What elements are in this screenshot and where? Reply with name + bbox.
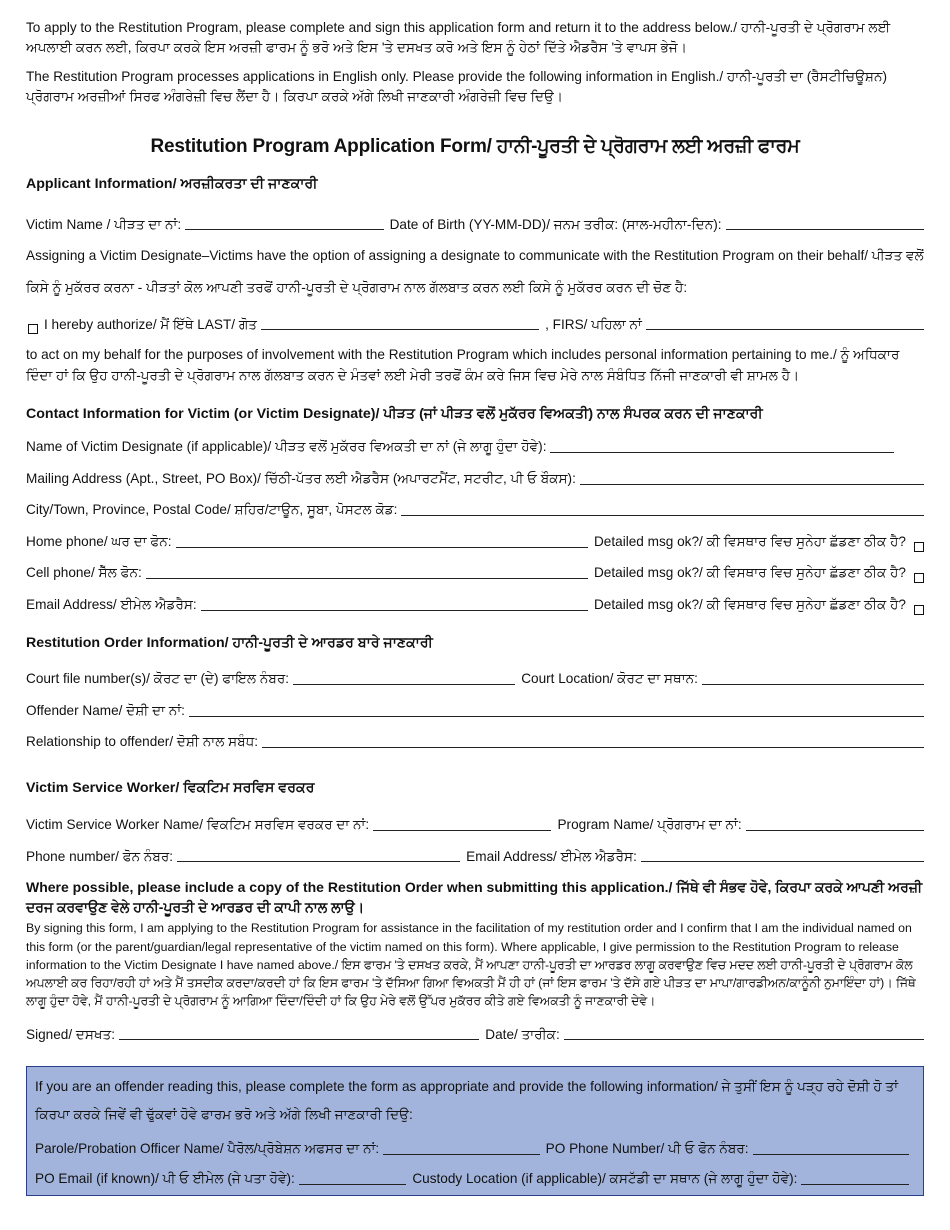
signature-field[interactable] <box>119 1038 479 1040</box>
home-phone-row <box>26 520 924 552</box>
offender-name-row <box>26 689 924 721</box>
home-phone-label: Home phone/ ਘਰ ਦਾ ਫੋਨ: <box>26 533 172 549</box>
program-name-field[interactable] <box>746 829 924 831</box>
applicant-section-heading: Applicant Information/ ਅਰਜ਼ੀਕਰਤਾ ਦੀ ਜਾਣਕਾਰੀ <box>26 176 318 193</box>
worker-section-heading: Victim Service Worker/ ਵਿਕਟਿਮ ਸਰਵਿਸ ਵਰਕਰ <box>26 780 315 797</box>
signature-row <box>26 1010 924 1044</box>
email-field[interactable] <box>201 609 588 611</box>
court-location-label: Court Location/ ਕੋਰਟ ਦਾ ਸਥਾਨ: <box>521 671 698 687</box>
email-msg-checkbox[interactable] <box>914 605 924 615</box>
victim-name-field[interactable] <box>185 228 383 230</box>
court-location-field[interactable] <box>702 683 924 685</box>
worker-phone-row <box>26 835 924 867</box>
program-name-label: Program Name/ ਪ੍ਰੋਗਰਾਮ ਦਾ ਨਾਂ: <box>557 817 742 833</box>
worker-name-field[interactable] <box>373 829 551 831</box>
authorize-row <box>26 308 924 334</box>
home-phone-msg-checkbox[interactable] <box>914 542 924 552</box>
court-file-label: Court file number(s)/ ਕੋਰਟ ਦਾ (ਦੇ) ਫਾਇਲ ਨੰਬਰ: <box>26 671 290 687</box>
consent-statement: By signing this form, I am applying to the Restitution Program for assistance in the facilitation of my restitution order and I confirm that I am the individual named on this form (or the parent/guardian/legal representative of the victim named on this form). Where applicable, I give permission to the Restitution Program to release information to the Victim Designate I have named above./ ਇਸ ਫਾਰਮ 'ਤੇ ਦਸਖਤ ਕਰਕੇ, ਮੈਂ ਆਪਣਾ ਹਾਨੀ-ਪੂਰਤੀ ਦਾ ਆਰਡਰ ਲਾਗੂ ਕਰਵਾਉਣ ਵਿਚ ਮਦਦ ਲਈ ਹਾਨੀ-ਪੂਰਤੀ ਦੇ ਪ੍ਰੋਗਰਾਮ ਕੋਲ ਅਪਲਾਈ ਕਰ ਰਿਹਾ/ਰਹੀ ਹਾਂ ਅਤੇ ਮੈਂ ਤਸਦੀਕ ਕਰਦਾ/ਕਰਦੀ ਹਾਂ ਕਿ ਇਸ ਫਾਰਮ 'ਤੇ ਦੱਸਿਆ ਗਿਆ ਵਿਅਕਤੀ ਮੈਂ ਹੀ ਹਾਂ (ਜਾਂ ਇਸ ਫਾਰਮ 'ਤੇ ਦੱਸੇ ਗਏ ਪੀੜਤ ਦਾ ਮਾਪਾ/ਗਾਰਡੀਅਨ/ਕਾਨੂੰਨੀ ਨੁਮਾਇੰਦਾ ਹਾਂ)। ਜਿੱਥੇ ਲਾਗੂ ਹੁੰਦਾ ਹੋਵੇ, ਮੈਂ ਹਾਨੀ-ਪੂਰਤੀ ਦੇ ਪ੍ਰੋਗਰਾਮ ਨੂੰ ਆਗਿਆ ਦਿੰਦਾ/ਦਿੰਦੀ ਹਾਂ ਕਿ ਉਹ ਮੇਰੇ ਵਲੋਂ ਉੱਪਰ ਮੁਕੱਰਰ ਕੀਤੇ ਗਏ ਵਿਅਕਤੀ ਨੂੰ ਜਾਣਕਾਰੀ ਦੇਵੇ। <box>26 921 916 1009</box>
relationship-field[interactable] <box>262 746 924 748</box>
signed-label: Signed/ ਦਸਖਤ: <box>26 1026 116 1042</box>
designate-name-label: Name of Victim Designate (if applicable)/ ਪੀੜਤ ਵਲੋਂ ਮੁਕੱਰਰ ਵਿਅਕਤੀ ਦਾ ਨਾਂ (ਜੇ ਲਾਗੂ ਹੁੰਦਾ ਹੋਵੇ): <box>26 439 547 455</box>
offender-intro: If you are an offender reading this, please complete the form as appropriate and provide the following information/ ਜੇ ਤੁਸੀਂ ਇਸ ਨੂੰ ਪੜ੍ਹ ਰਹੇ ਦੋਸ਼ੀ ਹੋ ਤਾਂ ਕਿਰਪਾ ਕਰਕੇ ਜਿਵੇਂ ਵੀ ਢੁੱਕਵਾਂ ਹੋਵੇ ਫਾਰਮ ਭਰੋ ਅਤੇ ਅੱਗੇ ਲਿਖੀ ਜਾਣਕਾਰੀ ਦਿਉ: <box>35 1079 899 1122</box>
include-order-note: Where possible, please include a copy of the Restitution Order when submitting this application./ ਜਿੱਥੇ ਵੀ ਸੰਭਵ ਹੋਵੇ, ਕਿਰਪਾ ਕਰਕੇ ਆਪਣੀ ਅਰਜ਼ੀ ਦਰਜ ਕਰਵਾਉਣ ਵੇਲੇ ਹਾਨੀ-ਪੂਰਤੀ ਦੇ ਆਰਡਰ ਦੀ ਕਾਪੀ ਨਾਲ ਲਾਉ। <box>26 879 923 915</box>
authorize-first-label: , FIRS/ ਪਹਿਲਾ ਨਾਂ <box>545 316 642 332</box>
authorize-last-name-field[interactable] <box>261 328 539 330</box>
po-email-field[interactable] <box>299 1183 407 1185</box>
victim-name-label: Victim Name / ਪੀੜਤ ਦਾ ਨਾਂ: <box>26 216 182 232</box>
po-email-row <box>35 1159 915 1189</box>
intro-paragraph-1: To apply to the Restitution Program, please complete and sign this application form and return it to the address below./ ਹਾਨੀ-ਪੂਰਤੀ ਦੇ ਪ੍ਰੋਗਰਾਮ ਲਈ ਅਪਲਾਈ ਕਰਨ ਲਈ, ਕਿਰਪਾ ਕਰਕੇ ਇਸ ਅਰਜ਼ੀ ਫਾਰਮ ਨੂੰ ਭਰੋ ਅਤੇ ਇਸ 'ਤੇ ਦਸਖਤ ਕਰੋ ਅਤੇ ਇਸ ਨੂੰ ਹੇਠਾਂ ਦਿੱਤੇ ਐਡਰੈਸ 'ਤੇ ਵਾਪਸ ਭੇਜੋ। <box>26 20 891 55</box>
designate-name-row <box>26 433 924 457</box>
mailing-address-field[interactable] <box>580 483 924 485</box>
po-name-label: Parole/Probation Officer Name/ ਪੈਰੋਲ/ਪ੍ਰੋਬੇਸ਼ਨ ਅਫਸਰ ਦਾ ਨਾਂ: <box>35 1141 380 1157</box>
email-label: Email Address/ ਈਮੇਲ ਐਡਰੈਸ: <box>26 596 197 612</box>
po-phone-field[interactable] <box>753 1153 909 1155</box>
worker-name-label: Victim Service Worker Name/ ਵਿਕਟਿਮ ਸਰਵਿਸ ਵਰਕਰ ਦਾ ਨਾਂ: <box>26 817 370 833</box>
form-title: Restitution Program Application Form/ ਹਾਨੀ-ਪੂਰਤੀ ਦੇ ਪ੍ਰੋਗਰਾਮ ਲਈ ਅਰਜ਼ੀ ਫਾਰਮ <box>150 135 800 157</box>
designate-name-field[interactable] <box>550 451 894 453</box>
cell-phone-field[interactable] <box>146 577 588 579</box>
po-email-label: PO Email (if known)/ ਪੀ ਓ ਈਮੇਲ (ਜੇ ਪਤਾ ਹੋਵੇ): <box>35 1171 295 1187</box>
dob-label: Date of Birth (YY-MM-DD)/ ਜਨਮ ਤਰੀਕ: (ਸਾਲ-ਮਹੀਨਾ-ਦਿਨ): <box>389 216 722 232</box>
relationship-label: Relationship to offender/ ਦੋਸ਼ੀ ਨਾਲ ਸਬੰਧ: <box>26 734 259 750</box>
authorize-checkbox[interactable] <box>28 324 38 334</box>
city-field[interactable] <box>401 514 924 516</box>
offender-name-label: Offender Name/ ਦੋਸ਼ੀ ਦਾ ਨਾਂ: <box>26 702 185 718</box>
custody-location-field[interactable] <box>801 1183 909 1185</box>
po-name-field[interactable] <box>383 1153 539 1155</box>
worker-phone-label: Phone number/ ਫੋਨ ਨੰਬਰ: <box>26 848 174 864</box>
dob-field[interactable] <box>726 228 924 230</box>
court-file-row <box>26 661 924 689</box>
act-on-behalf-paragraph: to act on my behalf for the purposes of involvement with the Restitution Program which includes personal information pertaining to me./ ਨੂੰ ਅਧਿਕਾਰ ਦਿੰਦਾ ਹਾਂ ਕਿ ਉਹ ਹਾਨੀ-ਪੂਰਤੀ ਦੇ ਪ੍ਰੋਗਰਾਮ ਨਾਲ ਗੱਲਬਾਤ ਕਰਨ ਦੇ ਮੰਤਵਾਂ ਲਈ ਮੇਰੀ ਤਰਫੋਂ ਕੰਮ ਕਰੇ ਜਿਸ ਵਿਚ ਮੇਰੇ ਨਾਲ ਸੰਬੰਧਿਤ ਨਿੱਜੀ ਜਾਣਕਾਰੀ ਵੀ ਸ਼ਾਮਲ ਹੈ। <box>26 347 900 384</box>
offender-name-field[interactable] <box>189 715 924 717</box>
city-label: City/Town, Province, Postal Code/ ਸ਼ਹਿਰ/ਟਾਊਨ, ਸੂਬਾ, ਪੋਸਟਲ ਕੋਡ: <box>26 502 398 518</box>
designate-paragraph: Assigning a Victim Designate–Victims have the option of assigning a designate to communicate with the Restitution Program on their behalf/ ਪੀੜਤ ਵਲੋਂ ਕਿਸੇ ਨੂੰ ਮੁਕੱਰਰ ਕਰਨਾ - ਪੀੜਤਾਂ ਕੋਲ ਆਪਣੀ ਤਰਫੋਂ ਹਾਨੀ-ਪੂਰਤੀ ਦੇ ਪ੍ਰੋਗਰਾਮ ਨਾਲ ਗੱਲਬਾਤ ਕਰਨ ਲਈ ਕਿਸੇ ਨੂੰ ਮੁਕੱਰਰ ਕਰਨ ਦੀ ਚੋਣ ਹੈ: <box>26 248 924 296</box>
email-msg-label: Detailed msg ok?/ ਕੀ ਵਿਸਥਾਰ ਵਿਚ ਸੁਨੇਹਾ ਛੱਡਣਾ ਠੀਕ ਹੈ? <box>593 596 906 612</box>
victim-name-row <box>26 203 924 235</box>
order-section-heading: Restitution Order Information/ ਹਾਨੀ-ਪੂਰਤੀ ਦੇ ਆਰਡਰ ਬਾਰੇ ਜਾਣਕਾਰੀ <box>26 634 433 651</box>
worker-name-row <box>26 807 924 835</box>
mailing-address-row <box>26 457 924 489</box>
authorize-first-name-field[interactable] <box>646 328 924 330</box>
worker-phone-field[interactable] <box>177 860 460 862</box>
cell-phone-label: Cell phone/ ਸੈੱਲ ਫੋਨ: <box>26 565 142 581</box>
contact-section-heading: Contact Information for Victim (or Victim Designate)/ ਪੀੜਤ (ਜਾਂ ਪੀੜਤ ਵਲੋਂ ਮੁਕੱਰਰ ਵਿਅਕਤੀ) ਨਾਲ ਸੰਪਰਕ ਕਰਨ ਦੀ ਜਾਣਕਾਰੀ <box>26 406 763 423</box>
mailing-address-label: Mailing Address (Apt., Street, PO Box)/ ਚਿੱਠੀ-ਪੱਤਰ ਲਈ ਐਡਰੈਸ (ਅਪਾਰਟਮੈਂਟ, ਸਟਰੀਟ, ਪੀ ਓ ਬੌਕਸ): <box>26 470 576 486</box>
worker-email-field[interactable] <box>641 860 924 862</box>
worker-email-label: Email Address/ ਈਮੇਲ ਐਡਰੈਸ: <box>466 848 637 864</box>
cell-phone-msg-checkbox[interactable] <box>914 573 924 583</box>
cell-phone-row <box>26 552 924 584</box>
relationship-row <box>26 721 924 753</box>
city-row <box>26 489 924 521</box>
cell-phone-msg-label: Detailed msg ok?/ ਕੀ ਵਿਸਥਾਰ ਵਿਚ ਸੁਨੇਹਾ ਛੱਡਣਾ ਠੀਕ ਹੈ? <box>593 565 906 581</box>
po-name-row <box>35 1129 915 1159</box>
date-label: Date/ ਤਾਰੀਕ: <box>485 1026 560 1042</box>
home-phone-field[interactable] <box>176 546 588 548</box>
custody-location-label: Custody Location (if applicable)/ ਕਸਟੱਡੀ ਦਾ ਸਥਾਨ (ਜੇ ਲਾਗੂ ਹੁੰਦਾ ਹੋਵੇ): <box>412 1171 798 1187</box>
court-file-field[interactable] <box>293 683 515 685</box>
intro-paragraph-2: The Restitution Program processes applications in English only. Please provide the following information in English./ ਹਾਨੀ-ਪੂਰਤੀ ਦਾ (ਰੈਸਟੀਚਿਊਸ਼ਨ) ਪ੍ਰੋਗਰਾਮ ਅਰਜ਼ੀਆਂ ਸਿਰਫ ਅੰਗਰੇਜ਼ੀ ਵਿਚ ਲੈਂਦਾ ਹੈ। ਕਿਰਪਾ ਕਰਕੇ ਅੱਗੇ ਲਿਖੀ ਜਾਣਕਾਰੀ ਅੰਗਰੇਜ਼ੀ ਵਿਚ ਦਿਉ। <box>26 69 887 105</box>
email-row <box>26 583 924 615</box>
offender-information-box <box>26 1066 924 1196</box>
home-phone-msg-label: Detailed msg ok?/ ਕੀ ਵਿਸਥਾਰ ਵਿਚ ਸੁਨੇਹਾ ਛੱਡਣਾ ਠੀਕ ਹੈ? <box>593 533 906 549</box>
authorize-last-label: I hereby authorize/ ਮੈਂ ਇੱਥੇ LAST/ ਗੋਤ <box>44 316 258 332</box>
signature-date-field[interactable] <box>564 1038 924 1040</box>
po-phone-label: PO Phone Number/ ਪੀ ਓ ਫੋਨ ਨੰਬਰ: <box>545 1141 749 1157</box>
